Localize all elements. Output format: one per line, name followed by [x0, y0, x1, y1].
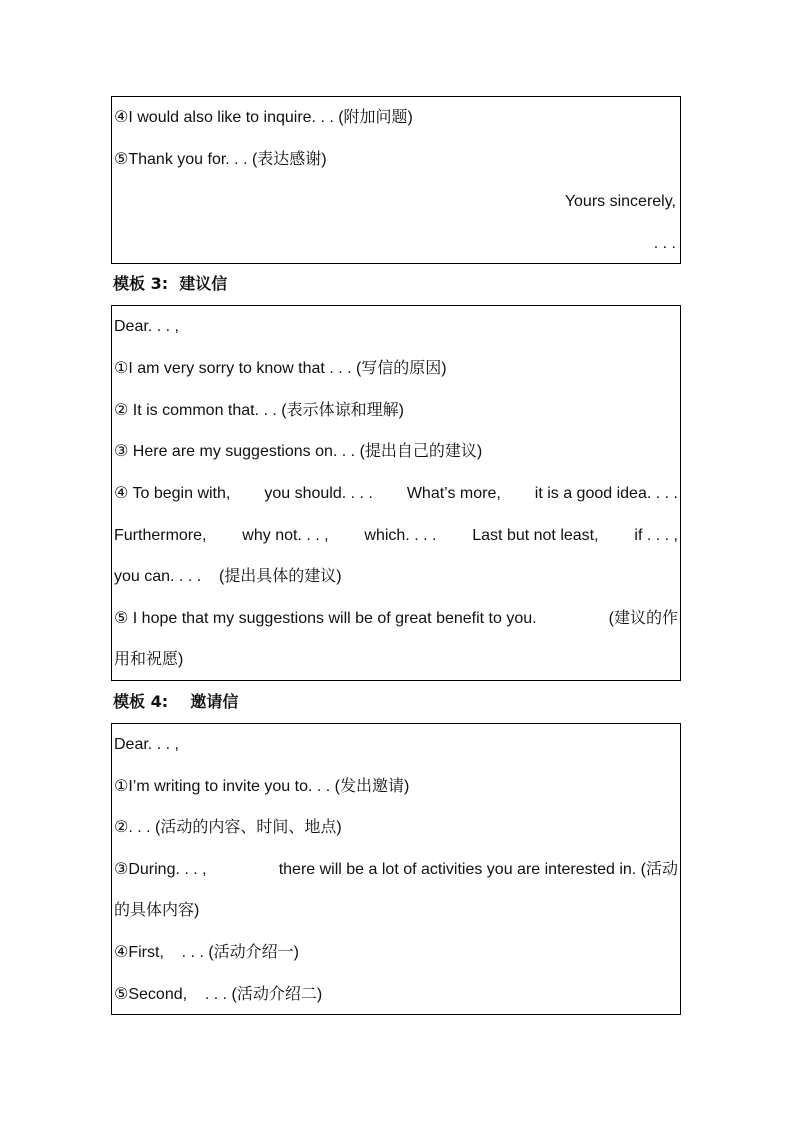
closing-line: Yours sincerely, — [564, 193, 676, 210]
template-line: ①I’m writing to invite you to. . . (发出邀请) — [114, 778, 410, 795]
template-line: ④First, . . . (活动介绍一) — [114, 944, 300, 961]
template-line: ② It is common that. . . (表示体谅和理解) — [114, 402, 404, 419]
template-line: ③ Here are my suggestions on. . . (提出自己的建议) — [114, 443, 483, 460]
template-line: 用和祝愿) — [114, 651, 184, 668]
line-segment: What’s more, — [406, 485, 501, 502]
template-line — [114, 484, 678, 504]
section-heading: 模板 3: 建议信 — [113, 274, 228, 293]
template-line: ①I am very sorry to know that . . . (写信的原因) — [114, 360, 447, 377]
line-segment: you should. . . . — [264, 485, 373, 502]
greeting-line: Dear. . . , — [114, 736, 179, 753]
template-line: ②. . . (活动的内容、时间、地点) — [114, 819, 342, 836]
signature-line: . . . — [653, 235, 676, 252]
template-line — [114, 860, 678, 880]
template-line: you can. . . . (提出具体的建议) — [114, 568, 342, 585]
line-segment: it is a good idea. . . . — [534, 485, 678, 502]
line-segment: (建议的作 — [608, 610, 678, 627]
template-line: ④I would also like to inquire. . . (附加问题) — [114, 109, 413, 126]
line-segment: why not. . . , — [242, 527, 329, 544]
template-line: 的具体内容) — [114, 902, 200, 919]
section-heading: 模板 4: 邀请信 — [113, 692, 239, 711]
line-segment: which. . . . — [364, 527, 437, 544]
letter-template-box-3 — [111, 305, 681, 681]
line-segment: ③During. . . , — [114, 861, 207, 878]
line-segment: Last but not least, — [472, 527, 599, 544]
template-line: ⑤Thank you for. . . (表达感谢) — [114, 151, 327, 168]
template-line: ⑤Second, . . . (活动介绍二) — [114, 986, 323, 1003]
template-line — [114, 609, 678, 629]
line-segment: if . . . , — [634, 527, 678, 544]
letter-template-box-4 — [111, 723, 681, 1015]
line-segment: ④ To begin with, — [114, 485, 231, 502]
letter-template-box-2 — [111, 96, 681, 264]
greeting-line: Dear. . . , — [114, 318, 179, 335]
line-segment: Furthermore, — [114, 527, 207, 544]
line-segment: ⑤ I hope that my suggestions will be of great benefit to you. — [114, 610, 537, 627]
template-line — [114, 526, 678, 546]
line-segment: there will be a lot of activities you are interested in. (活动 — [278, 861, 678, 878]
